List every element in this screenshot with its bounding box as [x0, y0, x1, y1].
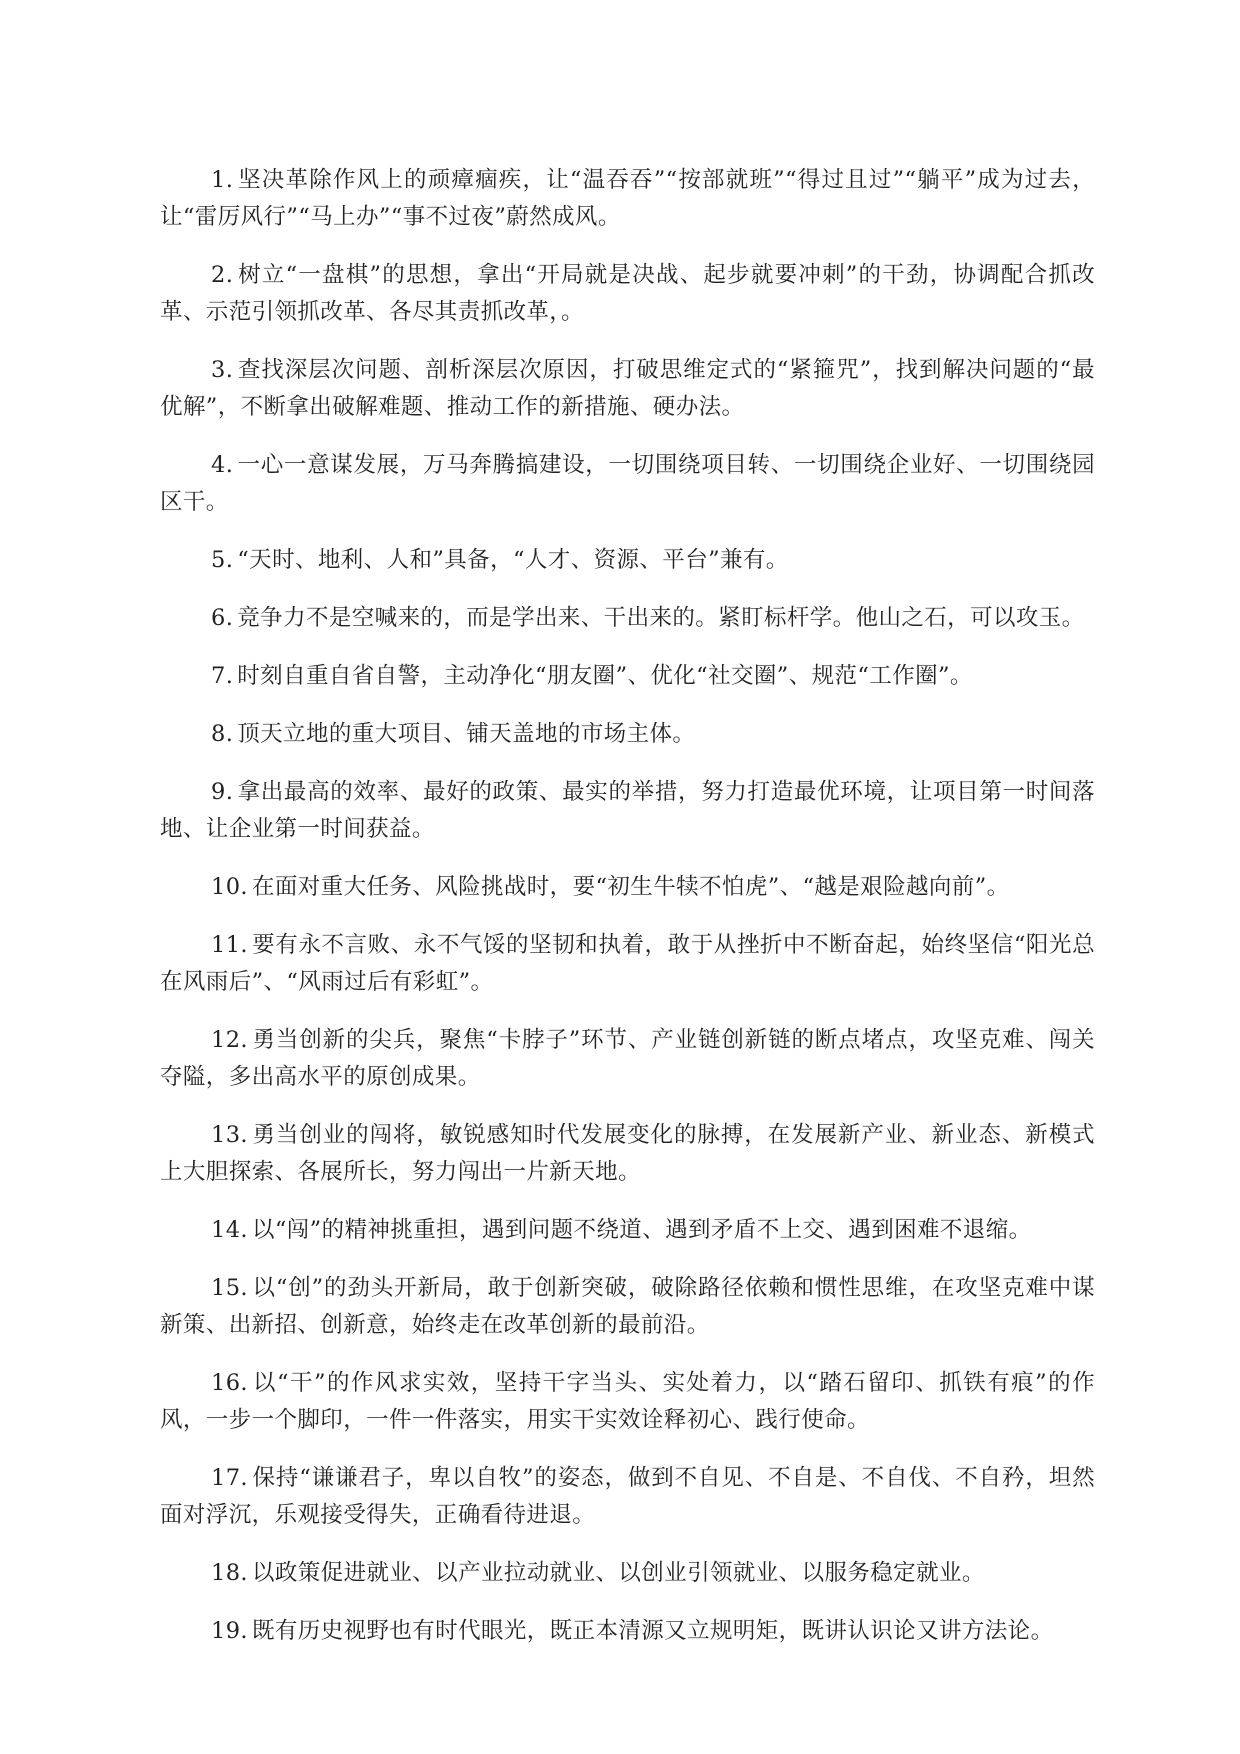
paragraph-text: 以政策促进就业、以产业拉动就业、以创业引领就业、以服务稳定就业。: [251, 1560, 985, 1586]
paragraph-2: [160, 257, 1095, 331]
paragraph-text: 保持“谦谦君子，卑以自牧”的姿态，做到不自见、不自是、不自伐、不自矜，坦然面对浮沉，乐观接受得失，正确看待进退。: [160, 1465, 1095, 1528]
paragraph-14: [160, 1212, 1095, 1249]
document-body: [160, 162, 1095, 1671]
paragraph-1: [160, 162, 1095, 236]
paragraph-number: 17.: [211, 1465, 248, 1491]
paragraph-3: [160, 352, 1095, 426]
paragraph-5: [160, 542, 1095, 579]
paragraph-16: [160, 1365, 1095, 1439]
paragraph-text: 要有永不言败、永不气馁的坚韧和执着，敢于从挫折中不断奋起，始终坚信“阳光总在风雨后”、“风雨过后有彩虹”。: [160, 932, 1095, 995]
paragraph-number: 10.: [211, 874, 248, 900]
paragraph-number: 15.: [211, 1275, 248, 1301]
paragraph-7: [160, 658, 1095, 695]
paragraph-text: 既有历史视野也有时代眼光，既正本清源又立规明矩，既讲认识论又讲方法论。: [251, 1618, 1054, 1644]
paragraph-text: “天时、地利、人和”具备，“人才、资源、平台”兼有。: [237, 547, 789, 573]
paragraph-number: 18.: [211, 1560, 248, 1586]
paragraph-number: 5.: [211, 547, 234, 573]
paragraph-4: [160, 447, 1095, 521]
paragraph-number: 2.: [211, 262, 234, 288]
paragraph-number: 11.: [211, 932, 248, 958]
paragraph-18: [160, 1555, 1095, 1592]
paragraph-10: [160, 869, 1095, 906]
paragraph-text: 以“干”的作风求实效，坚持干字当头、实处着力，以“踏石留印、抓铁有痕”的作风，一步一个脚印，一件一件落实，用实干实效诠释初心、践行使命。: [160, 1370, 1095, 1433]
paragraph-19: [160, 1613, 1095, 1650]
paragraph-6: [160, 600, 1095, 637]
paragraph-text: 一心一意谋发展，万马奔腾搞建设，一切围绕项目转、一切围绕企业好、一切围绕园区干。: [160, 452, 1095, 515]
paragraph-number: 7.: [211, 663, 234, 689]
paragraph-text: 树立“一盘棋”的思想，拿出“开局就是决战、起步就要冲刺”的干劲，协调配合抓改革、示范引领抓改革、各尽其责抓改革，。: [160, 262, 1095, 325]
paragraph-number: 1.: [211, 167, 234, 193]
paragraph-text: 查找深层次问题、剖析深层次原因，打破思维定式的“紧箍咒”，找到解决问题的“最优解”，不断拿出破解难题、推动工作的新措施、硬办法。: [160, 357, 1095, 420]
paragraph-text: 坚决革除作风上的顽瘴痼疾，让“温吞吞”“按部就班”“得过且过”“躺平”成为过去，让“雷厉风行”“马上办”“事不过夜”蔚然成风。: [160, 167, 1095, 230]
paragraph-text: 勇当创新的尖兵，聚焦“卡脖子”环节、产业链创新链的断点堵点，攻坚克难、闯关夺隘，多出高水平的原创成果。: [160, 1027, 1095, 1090]
paragraph-text: 在面对重大任务、风险挑战时，要“初生牛犊不怕虎”、“越是艰险越向前”。: [251, 874, 1010, 900]
paragraph-number: 6.: [211, 605, 234, 631]
paragraph-number: 4.: [211, 452, 234, 478]
paragraph-11: [160, 927, 1095, 1001]
paragraph-text: 勇当创业的闯将，敏锐感知时代发展变化的脉搏，在发展新产业、新业态、新模式上大胆探索、各展所长，努力闯出一片新天地。: [160, 1122, 1095, 1185]
paragraph-number: 3.: [211, 357, 234, 383]
paragraph-text: 拿出最高的效率、最好的政策、最实的举措，努力打造最优环境，让项目第一时间落地、让企业第一时间获益。: [160, 779, 1095, 842]
paragraph-17: [160, 1460, 1095, 1534]
paragraph-text: 以“闯”的精神挑重担，遇到问题不绕道、遇到矛盾不上交、遇到困难不退缩。: [251, 1217, 1032, 1243]
paragraph-number: 8.: [211, 721, 234, 747]
paragraph-text: 竞争力不是空喊来的，而是学出来、干出来的。紧盯标杆学。他山之石，可以攻玉。: [237, 605, 1085, 631]
paragraph-15: [160, 1270, 1095, 1344]
paragraph-8: [160, 716, 1095, 753]
paragraph-text: 以“创”的劲头开新局，敢于创新突破，破除路径依赖和惯性思维，在攻坚克难中谋新策、出新招、创新意，始终走在改革创新的最前沿。: [160, 1275, 1095, 1338]
paragraph-9: [160, 774, 1095, 848]
paragraph-number: 19.: [211, 1618, 248, 1644]
paragraph-number: 14.: [211, 1217, 248, 1243]
paragraph-12: [160, 1022, 1095, 1096]
paragraph-number: 12.: [211, 1027, 248, 1053]
paragraph-text: 时刻自重自省自警，主动净化“朋友圈”、优化“社交圈”、规范“工作圈”。: [237, 663, 973, 689]
paragraph-number: 9.: [211, 779, 234, 805]
paragraph-number: 16.: [211, 1370, 248, 1396]
paragraph-13: [160, 1117, 1095, 1191]
paragraph-number: 13.: [211, 1122, 248, 1148]
paragraph-text: 顶天立地的重大项目、铺天盖地的市场主体。: [237, 721, 696, 747]
